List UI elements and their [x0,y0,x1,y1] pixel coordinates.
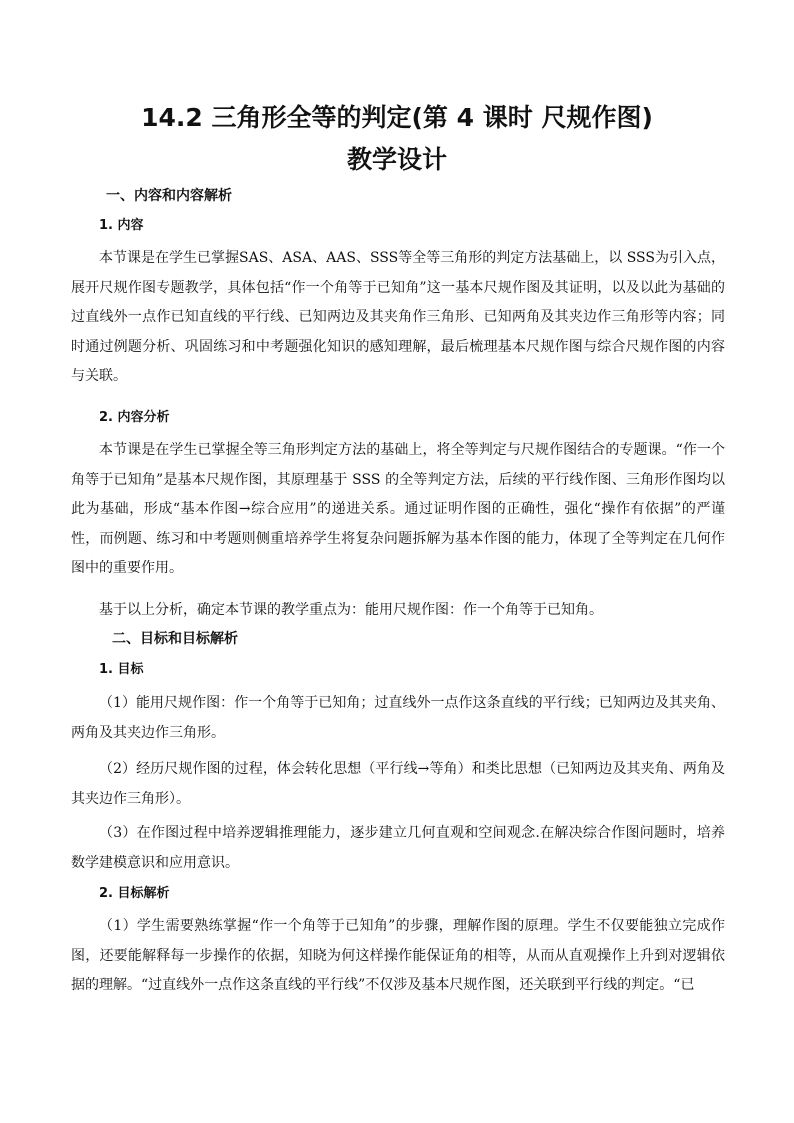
section-heading-content: 一、内容和内容解析 [106,188,232,204]
goal-item-2: （2）经历尺规作图的过程，体会转化思想（平行线→等角）和类比思想（已知两边及其夹角、两角及其夹边作三角形）。 [71,761,725,807]
goal-item-3: （3）在作图过程中培养逻辑推理能力，逐步建立几何直观和空间观念.在解决综合作图问题时，培养数学建模意识和应用意识。 [71,825,725,871]
subheading-goals: 1. 目标 [99,662,144,677]
document-title: 14.2 三角形全等的判定(第 4 课时 尺规作图) [141,103,653,132]
section-heading-goals: 二、目标和目标解析 [112,631,238,647]
subheading-content: 1. 内容 [99,218,144,233]
document-subtitle: 教学设计 [346,145,447,174]
paragraph-content-analysis: 本节课是在学生已掌握全等三角形判定方法的基础上，将全等判定与尺规作图结合的专题课。“作一个角等于已知角”是基本尺规作图，其原理基于 SSS 的全等判定方法，后续的平行线作图、三角形作图均以此为基础，形成“基本作图→综合应用”的递进关系。通过证明作图的正确性，强化“操作有依据”的严谨性，而例题、练习和中考题则侧重培养学生将复杂问题拆解为基本作图的能力，体现了全等判定在几何作图中的重要作用。 [71,442,725,576]
subheading-content-analysis: 2. 内容分析 [99,410,170,425]
paragraph-teaching-focus: 基于以上分析，确定本节课的教学重点为：能用尺规作图：作一个角等于已知角。 [99,602,603,618]
subheading-goal-analysis: 2. 目标解析 [99,886,170,901]
paragraph-content: 本节课是在学生已掌握SAS、ASA、AAS、SSS等全等三角形的判定方法基础上，以 SSS为引入点，展开尺规作图专题教学，具体包括“作一个角等于已知角”这一基本尺规作图及其证明，以及以此为基础的过直线外一点作已知直线的平行线、已知两边及其夹角作三角形、已知两角及其夹边作三角形等内容；同时通过例题分析、巩固练习和中考题强化知识的感知理解，最后梳理基本尺规作图与综合尺规作图的内容与关联。 [71,250,725,384]
goal-item-1: （1）能用尺规作图：作一个角等于已知角；过直线外一点作这条直线的平行线；已知两边及其夹角、两角及其夹边作三角形。 [71,695,725,741]
goal-analysis-item-1: （1）学生需要熟练掌握“作一个角等于已知角”的步骤，理解作图的原理。学生不仅要能独立完成作图，还要能解释每一步操作的依据，知晓为何这样操作能保证角的相等，从而从直观操作上升到对逻辑依据的理解。“过直线外一点作这条直线的平行线”不仅涉及基本尺规作图，还关联到平行线的判定。“已 [71,918,725,993]
